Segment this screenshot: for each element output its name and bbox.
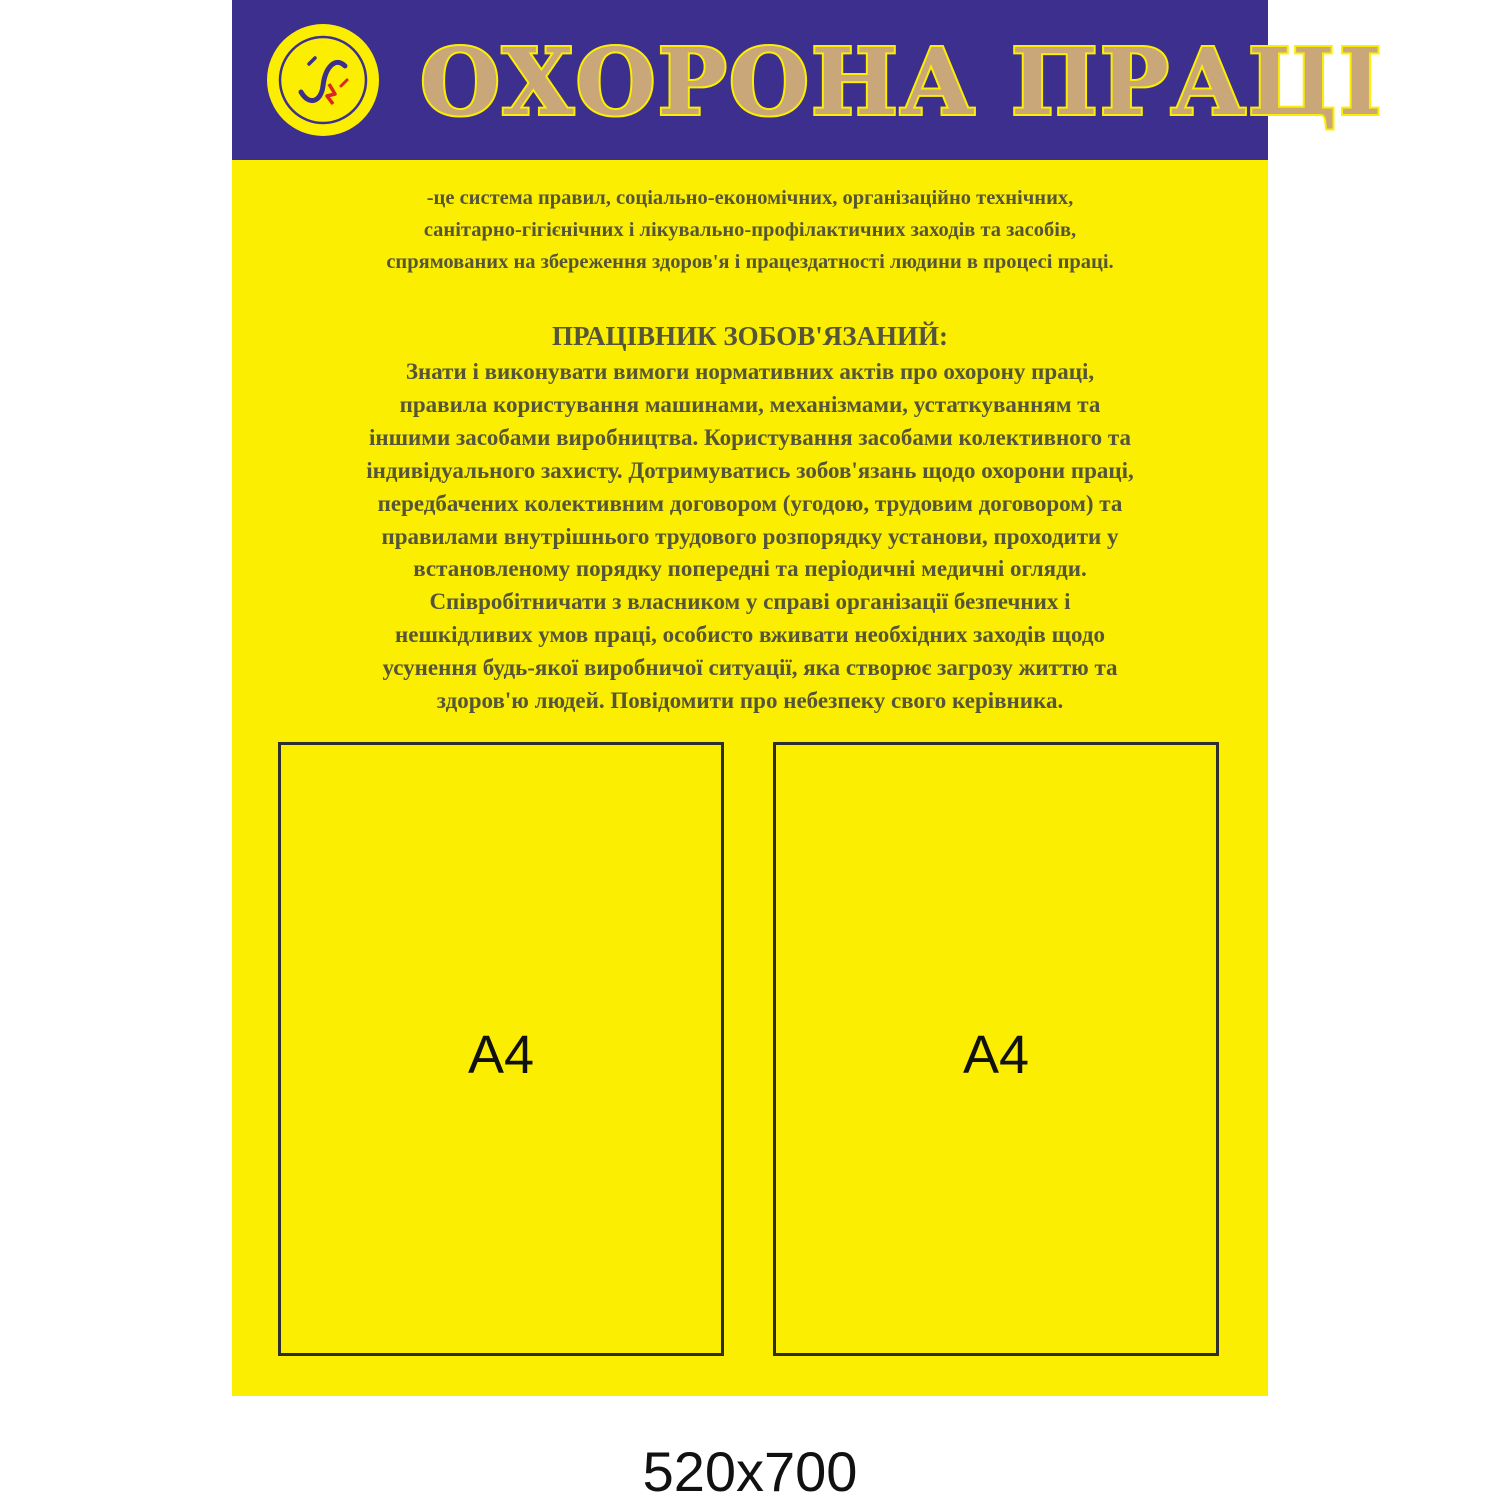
- duties-heading: ПРАЦІВНИК ЗОБОВ'ЯЗАНИЙ:: [551, 321, 949, 351]
- definition-text: [252, 182, 1248, 278]
- board-header: [232, 0, 1384, 160]
- a4-pocket-right: [773, 742, 1219, 1356]
- labor-safety-emblem-icon: [265, 22, 381, 138]
- definition-line: спрямованих на збереження здоров'я і працездатності людини в процесі праці.: [386, 251, 1114, 273]
- duties-line: здоров'ю людей. Повідомити про небезпеку свого керівника.: [436, 688, 1064, 714]
- duties-line: передбачених колективним договором (угодою, трудовим договором) та: [377, 490, 1123, 516]
- info-board: [232, 0, 1384, 1396]
- duties-line: Знати і виконувати вимоги нормативних актів про охорону праці,: [405, 359, 1095, 384]
- duties-line: іншими засобами виробництва. Користування засобами колективного та: [369, 424, 1131, 450]
- duties-line: усунення будь-якої виробничої ситуації, яка створює загрозу життю та: [382, 655, 1118, 681]
- definition-line: санітарно-гігієнічних і лікувально-профілактичних заходів та засобів,: [423, 219, 1077, 241]
- duties-line: Співробітничати з власником у справі організації безпечних і: [429, 589, 1071, 615]
- duties-line: правилами внутрішнього трудового розпорядку установи, проходити у: [381, 523, 1119, 549]
- duties-text: [252, 356, 1248, 718]
- duties-line: нешкідливих умов праці, особисто вживати необхідних заходів щодо: [395, 622, 1105, 648]
- duties-line: індивідуального захисту. Дотримуватись зобов'язань щодо охорони праці,: [366, 457, 1134, 483]
- duties-line: правила користування машинами, механізмами, устаткуванням та: [399, 391, 1101, 417]
- a4-pocket-left: [278, 742, 724, 1356]
- definition-line: -це система правил, соціально-економічних, організаційно технічних,: [426, 187, 1074, 209]
- duties-line: встановленому порядку попередні та періодичні медичні огляди.: [413, 556, 1087, 582]
- pocket-label: A4: [962, 1025, 1030, 1085]
- pocket-label: A4: [467, 1025, 535, 1085]
- page-title: ОХОРОНА ПРАЦІ: [420, 28, 1384, 136]
- board-size-label: 520x700: [642, 1440, 858, 1503]
